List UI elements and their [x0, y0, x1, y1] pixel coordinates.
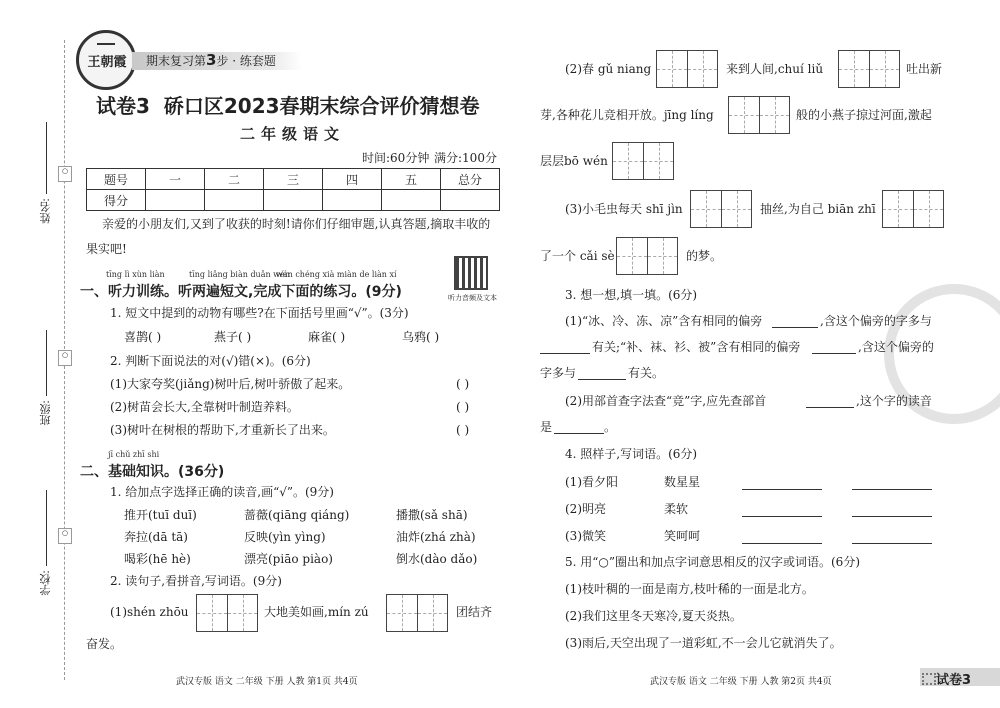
- answer-blank[interactable]: [742, 515, 822, 517]
- seal-box: ○: [58, 528, 72, 544]
- s1-q1-option[interactable]: 麻雀( ): [308, 330, 346, 344]
- score-input-cell[interactable]: [323, 190, 382, 211]
- r-text: 来到人间,chuí liǔ: [726, 62, 824, 76]
- score-input-cell[interactable]: [441, 190, 500, 211]
- r-q5-item[interactable]: (1)枝叶稠的一面是南方,枝叶稀的一面是北方。: [565, 582, 814, 596]
- s2-q1-item[interactable]: 推开(tuī duī): [124, 508, 197, 522]
- s2-q2-text: 奋发。: [86, 637, 123, 651]
- step-label: 期末复习第3步 · 练套题: [146, 51, 276, 69]
- score-table-score-row: [87, 190, 500, 211]
- r-text: 的梦。: [686, 249, 723, 263]
- table-cell: 得分: [87, 190, 146, 211]
- footer-right: 武汉专版 语文 二年级 下册 人教 第2页 共4页: [650, 677, 832, 687]
- table-cell: 题号: [87, 169, 146, 190]
- answer-blank[interactable]: [852, 515, 932, 517]
- section1-title: 一、听力训练。听两遍短文,完成下面的练习。(9分): [80, 284, 402, 300]
- s2-q1-item[interactable]: 蔷薇(qiāng qiáng): [244, 508, 350, 522]
- r-q4-example: (3)微笑: [565, 529, 606, 543]
- step-banner: [132, 52, 302, 70]
- score-input-cell[interactable]: [146, 190, 205, 211]
- section2-title: 二、基础知识。(36分): [80, 464, 225, 480]
- s2-q2-text: (1)shén zhōu: [110, 605, 189, 619]
- table-cell: 一: [146, 169, 205, 190]
- section1-pinyin-2: tīng liǎng biàn duǎn wén: [189, 270, 290, 279]
- school-line[interactable]: [46, 490, 47, 566]
- answer-blank[interactable]: [772, 326, 818, 328]
- r-q3-text: ,含这个偏旁的字多与: [820, 314, 932, 328]
- answer-blank[interactable]: [852, 488, 932, 490]
- writing-grid[interactable]: [656, 50, 718, 88]
- table-cell: 总分: [441, 169, 500, 190]
- r-q3-text: 字多与: [540, 366, 577, 380]
- footer-tag: [920, 668, 1000, 686]
- qr-caption: 听力音频及文本: [448, 294, 497, 302]
- answer-blank[interactable]: [554, 432, 604, 434]
- student-name-line[interactable]: [46, 122, 47, 194]
- r-text: (3)小毛虫每天 shī jìn: [565, 202, 683, 216]
- writing-grid[interactable]: [616, 237, 678, 275]
- r-q3-text: (1)“冰、冷、冻、凉”含有相同的偏旁: [565, 314, 763, 328]
- answer-blank[interactable]: [742, 488, 822, 490]
- table-cell: 三: [264, 169, 323, 190]
- r-q3-text: 有关。: [628, 366, 665, 380]
- r-q5-item[interactable]: (3)雨后,天空出现了一道彩虹,不一会儿它就消失了。: [565, 636, 842, 650]
- score-input-cell[interactable]: [264, 190, 323, 211]
- class-line[interactable]: [46, 330, 47, 396]
- r-q4: 4. 照样子,写词语。(6分): [565, 447, 698, 461]
- r-q3-text: ,含这个偏旁的: [858, 340, 934, 354]
- class-label: 班级:: [39, 400, 52, 426]
- r-q4-example: 数星星: [664, 475, 701, 489]
- table-cell: 四: [323, 169, 382, 190]
- paper-title: [96, 95, 480, 117]
- s2-q2-text: 团结齐: [456, 605, 493, 619]
- s1-q1-option[interactable]: 乌鸦( ): [402, 330, 440, 344]
- s1-q2-item: (2)树苗会长大,全靠树叶制造养料。: [110, 400, 299, 414]
- r-text: 吐出新: [906, 62, 943, 76]
- s1-q2-answer[interactable]: ( ): [456, 400, 470, 414]
- s2-q1-item[interactable]: 倒水(dào dǎo): [396, 552, 478, 566]
- r-text: 芽,各种花儿竞相开放。jīng líng: [540, 108, 714, 122]
- answer-blank[interactable]: [806, 406, 854, 408]
- r-text: (2)春 gǔ niang: [565, 62, 652, 76]
- s2-q1-item[interactable]: 油炸(zhá zhà): [396, 530, 476, 544]
- s1-q2-answer[interactable]: ( ): [456, 377, 470, 391]
- s2-q1-item[interactable]: 漂亮(piāo piào): [244, 552, 333, 566]
- school-label: 学校:: [39, 570, 52, 596]
- section2-pinyin: jī chǔ zhī shi: [108, 450, 160, 459]
- s2-q2-text: 大地美如画,mín zú: [264, 605, 369, 619]
- answer-blank[interactable]: [578, 378, 626, 380]
- s1-q2: 2. 判断下面说法的对(√)错(×)。(6分): [110, 354, 311, 368]
- exam-time: 时间:60分钟: [362, 151, 430, 165]
- r-q4-example: (2)明亮: [565, 502, 606, 516]
- s1-q1-option[interactable]: 喜鹊( ): [124, 330, 162, 344]
- logo-crown-icon: [97, 35, 115, 45]
- r-q3-text: 。: [604, 420, 617, 434]
- logo-text: 王朝霞: [87, 55, 127, 70]
- answer-blank[interactable]: [852, 542, 932, 544]
- writing-grid[interactable]: [196, 594, 258, 632]
- qr-code-icon[interactable]: [454, 256, 488, 290]
- s1-q2-item: (3)树叶在树根的帮助下,才重新长了出来。: [110, 423, 335, 437]
- answer-blank[interactable]: [742, 542, 822, 544]
- r-q3: 3. 想一想,填一填。(6分): [565, 288, 698, 302]
- s2-q1-item[interactable]: 播撒(sǎ shā): [396, 508, 468, 522]
- seal-box: ○: [58, 350, 72, 366]
- intro-line-1: 亲爱的小朋友们,又到了收获的时刻!请你们仔细审题,认真答题,摘取丰收的: [102, 217, 491, 231]
- score-input-cell[interactable]: [205, 190, 264, 211]
- student-name-label: 姓名:: [39, 198, 52, 224]
- table-cell: 二: [205, 169, 264, 190]
- exam-full-score: 满分:100分: [434, 151, 497, 165]
- s2-q1-item[interactable]: 喝彩(hē hè): [124, 552, 191, 566]
- table-cell: 五: [382, 169, 441, 190]
- r-q4-example: 笑呵呵: [664, 529, 701, 543]
- s2-q2: 2. 读句子,看拼音,写词语。(9分): [110, 574, 282, 588]
- r-q4-example: 柔软: [664, 502, 689, 516]
- publisher-logo: [76, 30, 136, 90]
- seal-box: ○: [58, 166, 72, 182]
- section1-pinyin-1: tīng lì xùn liàn: [106, 270, 165, 279]
- intro-line-2: 果实吧!: [86, 242, 127, 256]
- writing-grid[interactable]: [882, 190, 944, 228]
- s1-q1-option[interactable]: 燕子( ): [214, 330, 252, 344]
- r-q3-text: 有关;“补、袜、衫、被”含有相同的偏旁: [592, 340, 801, 354]
- answer-blank[interactable]: [812, 352, 856, 354]
- r-q5-item[interactable]: (2)我们这里冬天寒冷,夏天炎热。: [565, 609, 742, 623]
- r-q4-example: (1)看夕阳: [565, 475, 618, 489]
- s2-q1: 1. 给加点字选择正确的读音,画“√”。(9分): [110, 485, 334, 499]
- answer-blank[interactable]: [540, 352, 590, 354]
- r-text: 般的小燕子掠过河面,激起: [796, 108, 932, 122]
- s2-q1-item[interactable]: 奔拉(dā tā): [124, 530, 188, 544]
- r-text: 层层bō wén: [540, 154, 608, 168]
- r-q3-text: (2)用部首查字法查“竞”字,应先查部首: [565, 394, 767, 408]
- paper-main-title: 硚口区2023春期末综合评价猜想卷: [163, 94, 480, 118]
- r-q3-text: ,这个字的读音: [856, 394, 932, 408]
- r-text: 抽丝,为自己 biān zhī: [760, 202, 876, 216]
- r-q3-text: 是: [540, 420, 553, 434]
- writing-grid[interactable]: [386, 594, 448, 632]
- footer-tag-label: 试卷3: [936, 673, 972, 688]
- footer-left: 武汉专版 语文 二年级 下册 人教 第1页 共4页: [176, 677, 358, 687]
- s1-q1: 1. 短文中提到的动物有哪些?在下面括号里画“√”。(3分): [110, 306, 409, 320]
- s1-q2-item: (1)大家夸奖(jiǎng)树叶后,树叶骄傲了起来。: [110, 377, 351, 391]
- score-table-header-row: [87, 169, 500, 190]
- paper-number: 试卷3: [96, 94, 150, 118]
- writing-grid[interactable]: [838, 50, 900, 88]
- s2-q1-item[interactable]: 反映(yìn yìng): [244, 530, 326, 544]
- section1-pinyin-3: wán chéng xià miàn de liàn xí: [276, 270, 397, 279]
- score-table: [86, 168, 500, 211]
- score-input-cell[interactable]: [382, 190, 441, 211]
- writing-grid[interactable]: [728, 96, 790, 134]
- r-text: 了一个 cǎi sè: [540, 249, 615, 263]
- r-q5: 5. 用“○”圈出和加点字词意思相反的汉字或词语。(6分): [565, 555, 861, 569]
- s1-q2-answer[interactable]: ( ): [456, 423, 470, 437]
- writing-grid[interactable]: [690, 190, 752, 228]
- footer-tag-squares-icon: [922, 673, 936, 685]
- subject-title: 二年级语文: [240, 125, 346, 143]
- writing-grid[interactable]: [612, 142, 674, 180]
